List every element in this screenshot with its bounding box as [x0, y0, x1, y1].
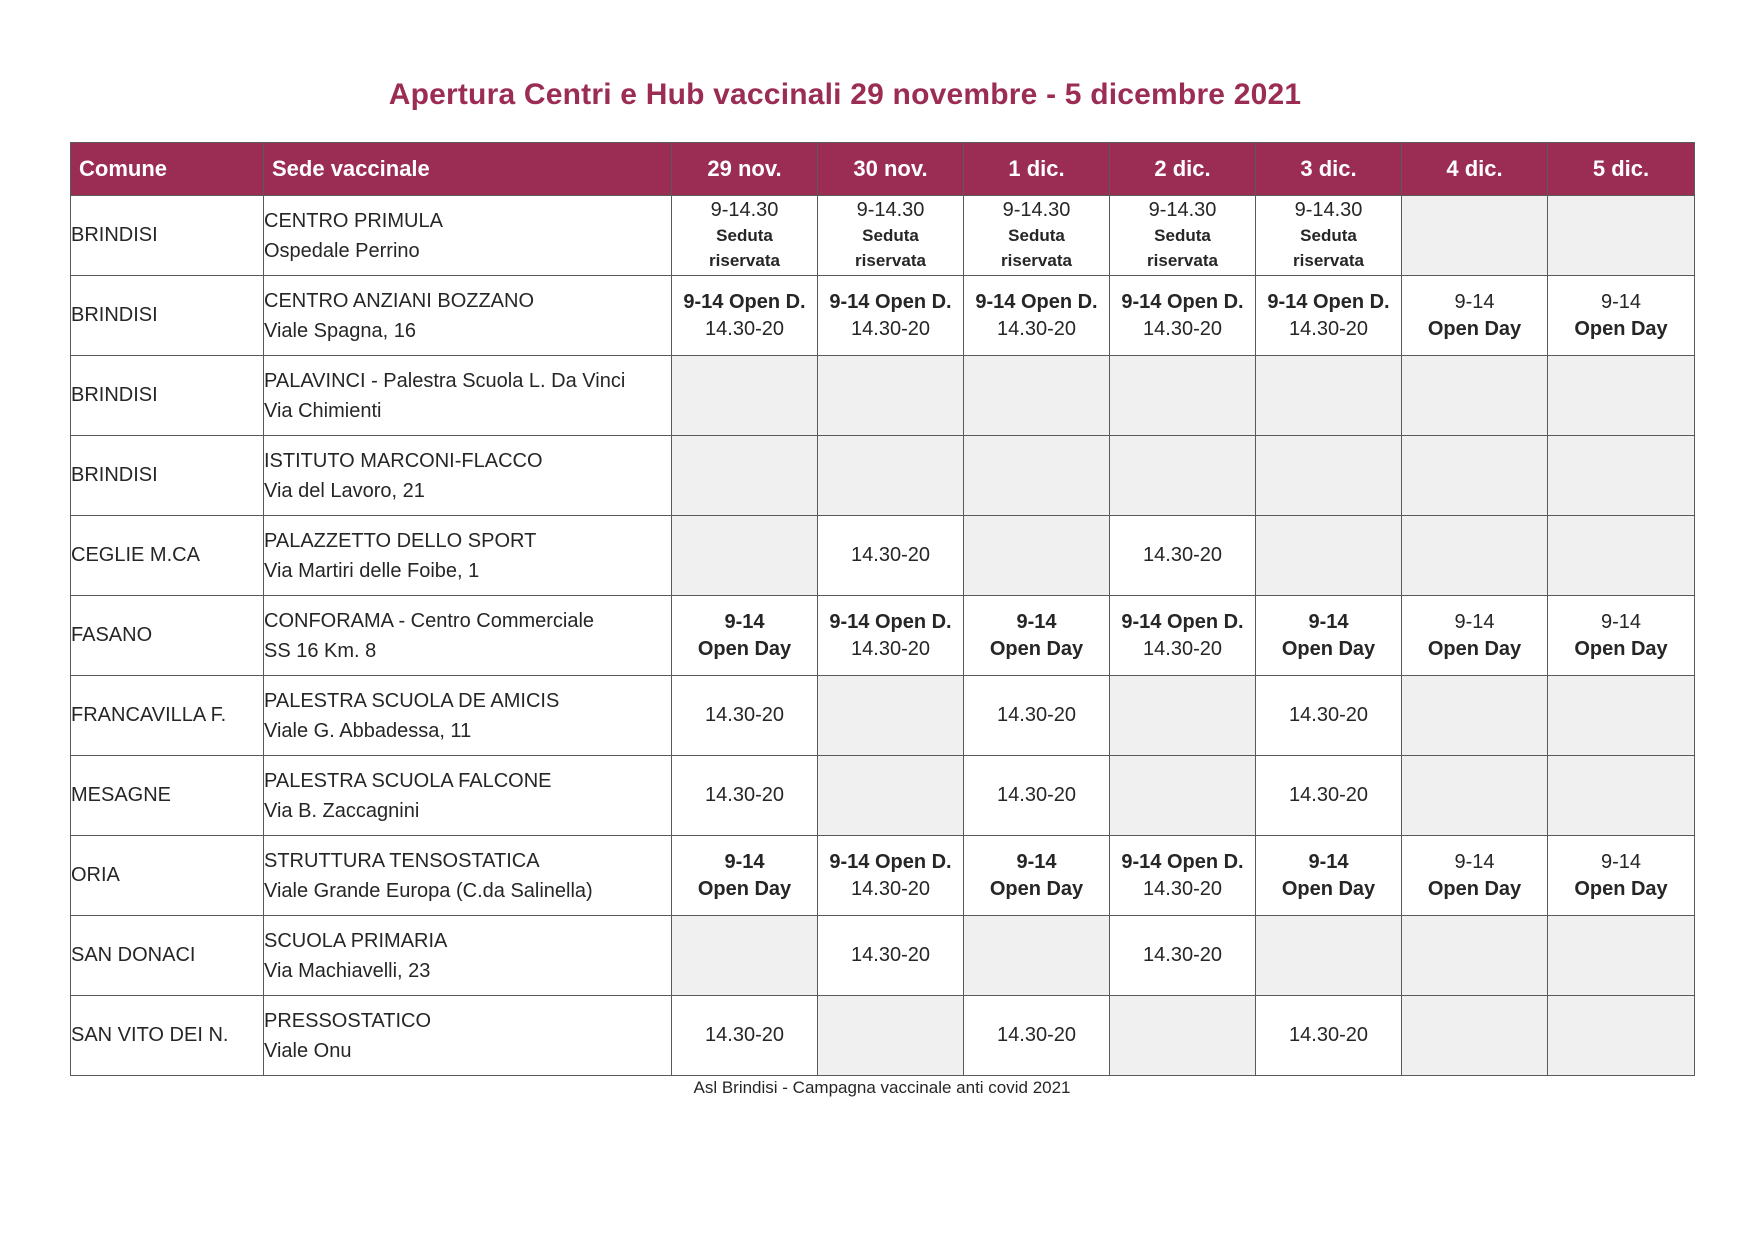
table-row [71, 516, 1695, 596]
cell-sede [264, 436, 672, 516]
cell-day: 14.30-20 [1256, 996, 1402, 1076]
cell-sede [264, 676, 672, 756]
cell-note: Seduta [1300, 226, 1357, 245]
sede-name: CENTRO ANZIANI BOZZANO [264, 289, 535, 312]
cell-time: 9-14 [1454, 850, 1495, 873]
cell-time: 9-14 [1016, 610, 1057, 633]
cell-day [672, 276, 818, 356]
cell-time: 14.30-20 [851, 317, 930, 340]
cell-comune: BRINDISI [71, 196, 264, 276]
cell-day-empty [1256, 916, 1402, 996]
header-day: 30 nov. [818, 143, 964, 196]
sede-name: PALESTRA SCUOLA DE AMICIS [264, 689, 560, 712]
cell-day [964, 196, 1110, 276]
cell-day-empty [1402, 196, 1548, 276]
cell-time: 9-14 Open D. [1121, 610, 1244, 633]
cell-time: 9-14 [1600, 850, 1642, 873]
cell-note: riservata [1293, 251, 1364, 270]
cell-day-empty [1402, 516, 1548, 596]
cell-day [1548, 276, 1695, 356]
cell-time: 9-14 Open D. [683, 290, 806, 313]
cell-note: Open Day [989, 877, 1084, 900]
cell-day-empty [1110, 676, 1256, 756]
cell-sede [264, 356, 672, 436]
cell-day [1110, 276, 1256, 356]
cell-day-empty [1548, 916, 1695, 996]
table-row [71, 196, 1695, 276]
cell-day [964, 276, 1110, 356]
sede-address: Via del Lavoro, 21 [264, 479, 425, 502]
cell-day [1402, 596, 1548, 676]
sede-name: CENTRO PRIMULA [264, 209, 443, 232]
cell-note: Open Day [1281, 637, 1376, 660]
cell-note: Open Day [1427, 637, 1522, 660]
cell-day-empty [1110, 756, 1256, 836]
cell-comune: SAN VITO DEI N. [71, 996, 264, 1076]
cell-note: Seduta [716, 226, 773, 245]
cell-day-empty [1548, 516, 1695, 596]
cell-time: 14.30-20 [1289, 317, 1368, 340]
sede-address: Viale G. Abbadessa, 11 [264, 719, 472, 742]
table-row [71, 436, 1695, 516]
cell-time: 14.30-20 [851, 637, 930, 660]
cell-day-empty [1548, 356, 1695, 436]
cell-day: 14.30-20 [818, 916, 964, 996]
cell-day-empty [1402, 436, 1548, 516]
cell-time: 9-14 Open D. [829, 610, 952, 633]
cell-time: 9-14 [1600, 290, 1642, 313]
cell-day-empty [1548, 996, 1695, 1076]
cell-time: 9-14 [724, 850, 765, 873]
cell-note: Open Day [697, 877, 792, 900]
header-day: 1 dic. [964, 143, 1110, 196]
cell-day-empty [1110, 436, 1256, 516]
cell-day-empty [964, 356, 1110, 436]
cell-day-empty [1110, 996, 1256, 1076]
cell-day-empty [1548, 676, 1695, 756]
sede-address: Via Machiavelli, 23 [264, 959, 431, 982]
cell-note: riservata [855, 251, 926, 270]
cell-day-empty [1402, 756, 1548, 836]
table-row [71, 356, 1695, 436]
cell-comune: FASANO [71, 596, 264, 676]
cell-comune: BRINDISI [71, 276, 264, 356]
cell-time: 9-14.30 [710, 199, 779, 221]
sede-address: Viale Spagna, 16 [264, 319, 416, 342]
sede-name: PALAVINCI - Palestra Scuola L. Da Vinci [264, 369, 626, 392]
cell-day [672, 836, 818, 916]
cell-day-empty [964, 516, 1110, 596]
table-row [71, 596, 1695, 676]
cell-time: 14.30-20 [1143, 317, 1222, 340]
cell-note: Seduta [862, 226, 919, 245]
cell-day-empty [672, 916, 818, 996]
cell-day-empty [1548, 196, 1695, 276]
cell-day-empty [672, 356, 818, 436]
sede-name: PALAZZETTO DELLO SPORT [264, 529, 537, 552]
cell-time: 9-14 [1016, 850, 1057, 873]
cell-time: 9-14 Open D. [829, 850, 952, 873]
cell-note: riservata [1001, 251, 1072, 270]
cell-sede [264, 596, 672, 676]
cell-note: riservata [709, 251, 780, 270]
cell-note: Open Day [1574, 637, 1668, 660]
cell-day-empty [818, 356, 964, 436]
cell-day-empty [818, 756, 964, 836]
header-comune: Comune [71, 143, 264, 196]
cell-time: 14.30-20 [997, 317, 1076, 340]
cell-note: Open Day [1574, 317, 1668, 340]
cell-sede [264, 836, 672, 916]
table-row [71, 836, 1695, 916]
cell-day-empty [964, 916, 1110, 996]
schedule-table [70, 142, 1695, 1076]
cell-time: 9-14.30 [1002, 199, 1071, 221]
sede-name: ISTITUTO MARCONI-FLACCO [264, 449, 543, 472]
cell-day: 14.30-20 [964, 756, 1110, 836]
cell-day [1256, 196, 1402, 276]
cell-day: 14.30-20 [1110, 516, 1256, 596]
sede-address: SS 16 Km. 8 [264, 639, 377, 662]
cell-day-empty [818, 996, 964, 1076]
cell-day-empty [672, 516, 818, 596]
sede-name: CONFORAMA - Centro Commerciale [264, 609, 595, 632]
cell-time: 9-14 Open D. [1267, 290, 1390, 313]
cell-day [964, 836, 1110, 916]
cell-day [818, 196, 964, 276]
cell-day [1256, 276, 1402, 356]
table-row [71, 996, 1695, 1076]
cell-day [818, 596, 964, 676]
cell-day-empty [1110, 356, 1256, 436]
cell-time: 9-14.30 [1294, 199, 1363, 221]
cell-comune: MESAGNE [71, 756, 264, 836]
sede-name: PALESTRA SCUOLA FALCONE [264, 769, 552, 792]
cell-time: 9-14 [1454, 290, 1495, 313]
cell-time: 9-14.30 [856, 199, 925, 221]
cell-day-empty [1256, 356, 1402, 436]
cell-time: 9-14 [1308, 850, 1349, 873]
cell-day-empty [1256, 516, 1402, 596]
sede-name: STRUTTURA TENSOSTATICA [264, 849, 540, 872]
table-row [71, 756, 1695, 836]
header-day: 2 dic. [1110, 143, 1256, 196]
cell-time: 9-14.30 [1148, 199, 1217, 221]
sede-address: Viale Grande Europa (C.da Salinella) [264, 879, 593, 902]
cell-comune: SAN DONACI [71, 916, 264, 996]
cell-day [1402, 276, 1548, 356]
cell-day-empty [818, 436, 964, 516]
cell-time: 14.30-20 [1143, 637, 1222, 660]
cell-day: 14.30-20 [672, 676, 818, 756]
cell-day-empty [672, 436, 818, 516]
cell-sede [264, 996, 672, 1076]
sede-name: SCUOLA PRIMARIA [264, 929, 448, 952]
table-row [71, 276, 1695, 356]
cell-comune: CEGLIE M.CA [71, 516, 264, 596]
cell-note: Open Day [989, 637, 1084, 660]
cell-time: 14.30-20 [1143, 877, 1222, 900]
cell-day-empty [1402, 996, 1548, 1076]
cell-sede [264, 756, 672, 836]
sede-address: Via B. Zaccagnini [264, 799, 420, 822]
header-day: 5 dic. [1548, 143, 1695, 196]
page-footer: Asl Brindisi - Campagna vaccinale anti covid 2021 [693, 1078, 1071, 1097]
cell-day-empty [1402, 916, 1548, 996]
cell-day-empty [1402, 356, 1548, 436]
cell-day-empty [1402, 676, 1548, 756]
header-day: 4 dic. [1402, 143, 1548, 196]
cell-day: 14.30-20 [672, 996, 818, 1076]
cell-time: 9-14 [1308, 610, 1349, 633]
cell-day: 14.30-20 [964, 676, 1110, 756]
sede-address: Via Chimienti [264, 399, 382, 422]
cell-day: 14.30-20 [1256, 756, 1402, 836]
cell-day [1548, 596, 1695, 676]
cell-time: 9-14 Open D. [829, 290, 952, 313]
cell-day [1402, 836, 1548, 916]
cell-time: 14.30-20 [705, 317, 784, 340]
cell-day [1256, 596, 1402, 676]
cell-day [1110, 196, 1256, 276]
cell-note: Open Day [697, 637, 792, 660]
cell-day: 14.30-20 [1110, 916, 1256, 996]
cell-day-empty [1256, 436, 1402, 516]
cell-day: 14.30-20 [672, 756, 818, 836]
cell-day [672, 196, 818, 276]
cell-note: Seduta [1008, 226, 1065, 245]
table-row [71, 916, 1695, 996]
cell-day [1548, 836, 1695, 916]
cell-day: 14.30-20 [964, 996, 1110, 1076]
cell-time: 9-14 [724, 610, 765, 633]
cell-time: 14.30-20 [851, 877, 930, 900]
cell-comune: ORIA [71, 836, 264, 916]
sede-address: Ospedale Perrino [264, 239, 420, 262]
cell-time: 9-14 Open D. [1121, 850, 1244, 873]
cell-note: Open Day [1574, 877, 1668, 900]
cell-note: Open Day [1427, 317, 1522, 340]
cell-note: Open Day [1427, 877, 1522, 900]
page-title: Apertura Centri e Hub vaccinali 29 novembre - 5 dicembre 2021 [388, 78, 1302, 111]
cell-note: riservata [1147, 251, 1218, 270]
header-day: 3 dic. [1256, 143, 1402, 196]
cell-time: 9-14 [1454, 610, 1495, 633]
cell-sede [264, 916, 672, 996]
cell-note: Seduta [1154, 226, 1211, 245]
cell-day [964, 596, 1110, 676]
sede-address: Viale Onu [264, 1039, 352, 1062]
header-day: 29 nov. [672, 143, 818, 196]
cell-sede [264, 516, 672, 596]
cell-time: 9-14 [1600, 610, 1642, 633]
cell-day [1256, 836, 1402, 916]
cell-day-empty [1548, 756, 1695, 836]
header-sede: Sede vaccinale [264, 143, 672, 196]
cell-comune: BRINDISI [71, 356, 264, 436]
cell-day-empty [1548, 436, 1695, 516]
cell-time: 9-14 Open D. [975, 290, 1098, 313]
cell-sede [264, 276, 672, 356]
cell-day: 14.30-20 [1256, 676, 1402, 756]
cell-day-empty [818, 676, 964, 756]
cell-note: Open Day [1281, 877, 1376, 900]
sede-name: PRESSOSTATICO [264, 1009, 432, 1032]
cell-comune: FRANCAVILLA F. [71, 676, 264, 756]
cell-time: 9-14 Open D. [1121, 290, 1244, 313]
cell-day [818, 836, 964, 916]
table-header-row [71, 143, 1695, 196]
cell-day [818, 276, 964, 356]
sede-address: Via Martiri delle Foibe, 1 [264, 559, 480, 582]
cell-sede [264, 196, 672, 276]
cell-comune: BRINDISI [71, 436, 264, 516]
cell-day: 14.30-20 [818, 516, 964, 596]
cell-day [672, 596, 818, 676]
cell-day [1110, 596, 1256, 676]
cell-day [1110, 836, 1256, 916]
table-row [71, 676, 1695, 756]
cell-day-empty [964, 436, 1110, 516]
